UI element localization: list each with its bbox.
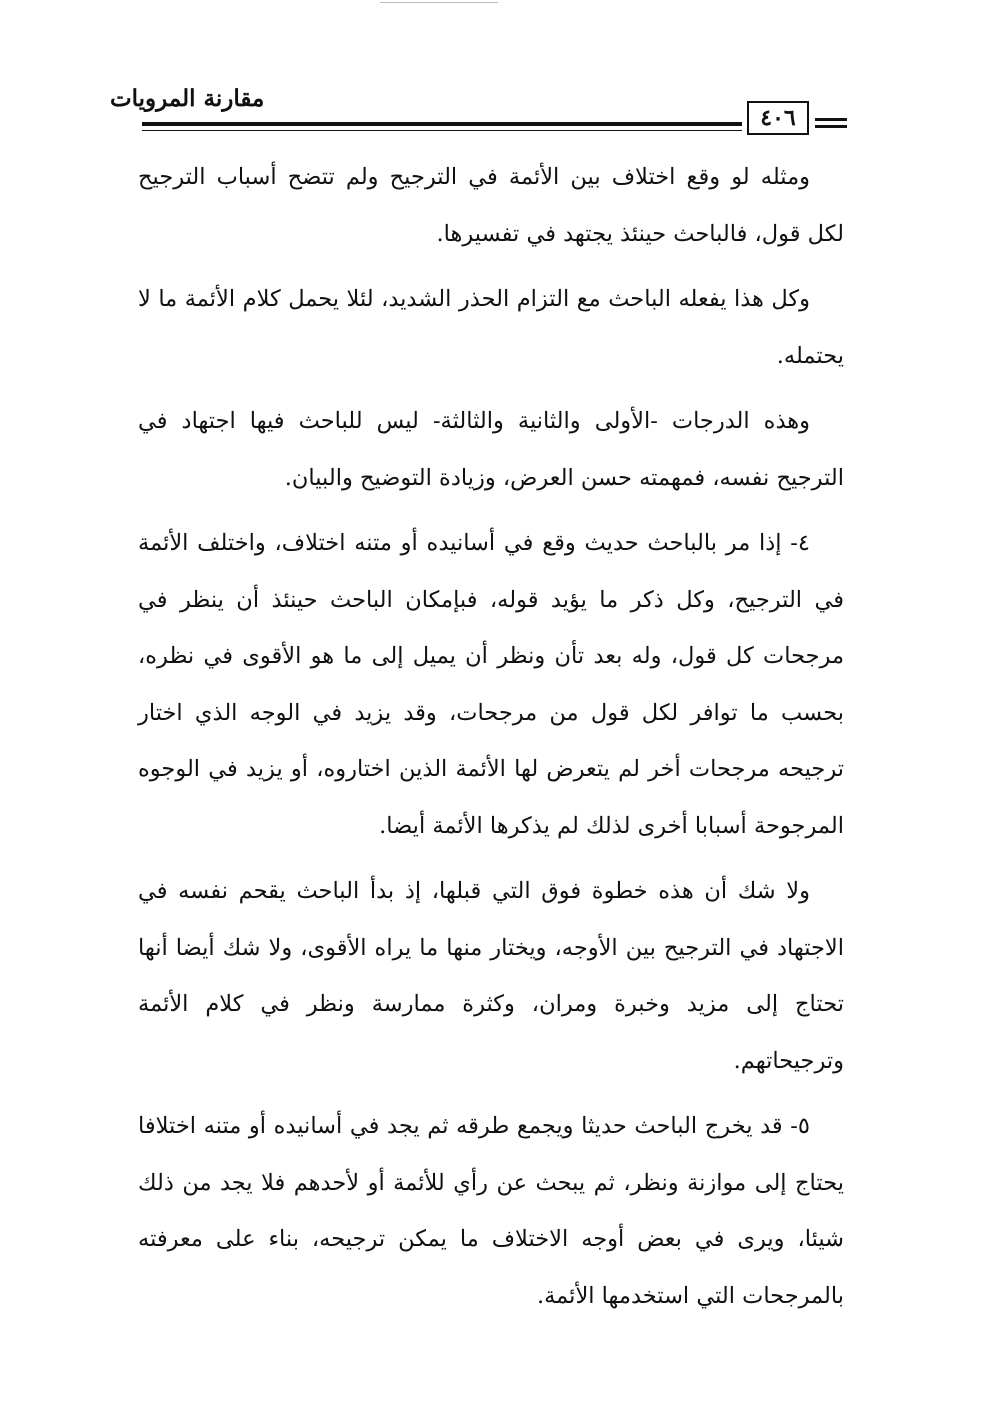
paragraph: ولا شك أن هذه خطوة فوق التي قبلها، إذ بدأ الباحث يقحم نفسه في الاجتهاد في الترجيح بين الأوجه، ويختار منها ما يراه الأقوى، ولا شك أيضا أنها تحتاج إلى مزيد وخبرة ومران، وكثرة ممارسة ونظر في كلام الأئمة وترجيحاتهم. [138,878,844,1074]
header-rule-right-upper [815,118,847,121]
running-header-title: مقارنة المرويات [110,85,265,112]
page-number: ٤٠٦ [760,105,796,131]
page-number-box [747,101,809,135]
header-rule-thick [142,122,742,126]
header-rule-thin [142,130,742,131]
paragraph: وهذه الدرجات -الأولى والثانية والثالثة- ليس للباحث فيها اجتهاد في الترجيح نفسه، فمهمته حسن العرض، وزيادة التوضيح والبيان. [138,408,844,491]
paragraph: ومثله لو وقع اختلاف بين الأئمة في الترجيح ولم تتضح أسباب الترجيح لكل قول، فالباحث حينئذ يجتهد في تفسيرها. [138,164,844,247]
paragraph: ٥- قد يخرج الباحث حديثا ويجمع طرقه ثم يجد في أسانيده أو متنه اختلافا يحتاج إلى موازنة ونظر، ثم يبحث عن رأي للأئمة أو لأحدهم فلا يجد من ذلك شيئا، ويرى في بعض أوجه الاختلاف ما يمكن ترجيحه، بناء على معرفته بالمرجحات التي استخدمها الأئمة. [138,1113,844,1309]
paragraph: ٤- إذا مر بالباحث حديث وقع في أسانيده أو متنه اختلاف، واختلف الأئمة في الترجيح، وكل ذكر ما يؤيد قوله، فبإمكان الباحث حينئذ أن ينظر في مرجحات كل قول، وله بعد تأن ونظر أن يميل إلى ما هو الأقوى في نظره، بحسب ما توافر لكل قول من مرجحات، وقد يزيد في الوجه الذي اختار ترجيحه مرجحات أخر لم يتعرض لها الأئمة الذين اختاروه، أو يزيد في الوجوه المرجوحة أسبابا أخرى لذلك لم يذكرها الأئمة أيضا. [138,530,844,839]
paragraph: وكل هذا يفعله الباحث مع التزام الحذر الشديد، لئلا يحمل كلام الأئمة ما لا يحتمله. [138,286,844,369]
body-text [138,149,844,1333]
header-rule-right-lower [815,125,847,128]
top-edge-mark [380,2,498,3]
